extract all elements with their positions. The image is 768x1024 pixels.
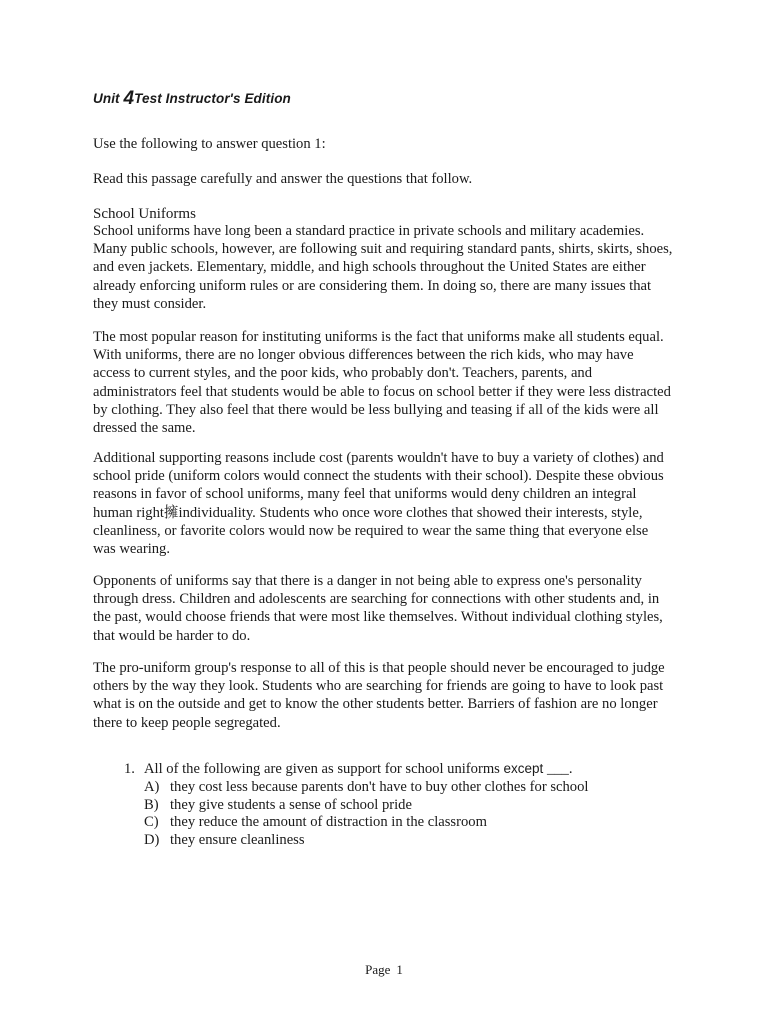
option-text: they reduce the amount of distraction in the classroom [170, 814, 487, 831]
option-text: they give students a sense of school pride [170, 796, 412, 813]
option-d [144, 832, 588, 850]
option-b [144, 797, 588, 815]
option-letter: B) [144, 796, 159, 813]
option-c [144, 814, 588, 832]
question-1 [124, 760, 588, 850]
title-suffix: Test Instructor's Edition [134, 91, 291, 106]
instruction-line-2: Read this passage carefully and answer the questions that follow. [93, 171, 473, 187]
passage-paragraph-2 [93, 328, 673, 437]
page-label: Page [365, 962, 391, 977]
option-text: they ensure cleanliness [170, 832, 305, 849]
page-number: 1 [396, 962, 403, 977]
stem-emphasis: except [503, 761, 544, 776]
unit-number: 4 [123, 88, 135, 109]
passage-heading: School Uniforms [93, 206, 196, 222]
paragraph-text: The pro-uniform group's response to all of this is that people should never be encouraged to judge others by the way they look. Students who are searching for friends are going to have to look past what is on the outside and get to know the other students better. Barriers of fashion are no longer there to keep people segregated. [93, 660, 665, 731]
question-number: 1. [124, 761, 135, 777]
instruction-line-1: Use the following to answer question 1: [93, 136, 326, 152]
question-stem [124, 760, 588, 779]
option-letter: D) [144, 832, 160, 849]
paragraph-text: The most popular reason for instituting uniforms is the fact that uniforms make all students equal. With uniforms, there are no longer obvious differences between the rich kids, who may have access to current styles, and the poor kids, who probably don't. Teachers, parents, and administrators feel that students would be able to focus on school better if they were less distracted by clothing. They also feel that there would be less bullying and teasing if all of the kids were all dressed the same. [93, 329, 671, 437]
option-a [144, 779, 588, 797]
answer-options [144, 779, 588, 850]
paragraph-text: Opponents of uniforms say that there is a danger in not being able to express one's personality through dress. Children and adolescents are searching for connections with other students and, in the past, would choose friends that were most like themselves. Without individual clothing styles, that would be harder to do. [93, 573, 663, 644]
title-prefix: Unit [93, 91, 124, 106]
document-title [93, 88, 291, 110]
paragraph-text: School uniforms have long been a standard practice in private schools and military academies. Many public schools, however, are following suit and requiring standard pants, shirts, skirts, shoes, and even jackets. Elementary, middle, and high schools throughout the United States are either already enforcing uniform rules or are considering them. In doing so, there are many issues that they must consider. [93, 223, 673, 312]
option-letter: A) [144, 778, 160, 795]
passage-paragraph-1 [93, 222, 673, 313]
passage-paragraph-5 [93, 659, 673, 732]
option-letter: C) [144, 814, 159, 831]
stem-text: All of the following are given as support for school uniforms [144, 761, 504, 777]
stem-blank: ___. [543, 761, 573, 777]
passage-paragraph-3 [93, 449, 673, 558]
page-footer [0, 962, 768, 978]
passage-paragraph-4 [93, 572, 673, 645]
paragraph-text: Additional supporting reasons include cost (parents wouldn't have to buy a variety of clothes) and school pride (uniform colors would connect the students with their school). Despite these obvious reasons in favor of school uniforms, many feel that uniforms would deny children an integral human right擁individuality. Students who once wore clothes that showed their interests, style, cleanliness, or favorite colors would now be required to wear the same thing that everyone else was wearing. [93, 450, 664, 558]
option-text: they cost less because parents don't have to buy other clothes for school [170, 778, 589, 795]
